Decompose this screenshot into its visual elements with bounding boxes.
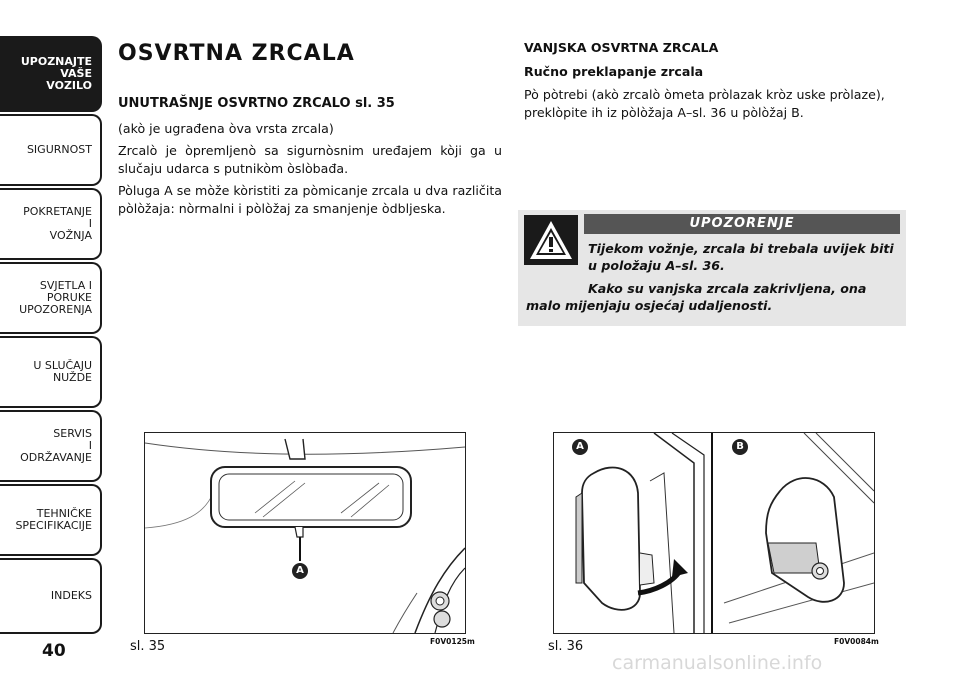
tab-label: PORUKE	[46, 291, 92, 304]
warning-box	[518, 210, 906, 326]
tab-label: ODRŽAVANJE	[20, 451, 92, 464]
tab-label: I	[88, 439, 92, 452]
tab-label: SIGURNOST	[26, 143, 92, 156]
tab-label: VOZILO	[46, 79, 92, 92]
tab-label: UPOZORENJA	[19, 303, 92, 316]
tab-label: I	[88, 217, 92, 230]
page-title: OSVRTNA ZRCALA	[118, 41, 355, 66]
page-number: 40	[42, 641, 66, 661]
tab-label: INDEKS	[50, 589, 92, 602]
tab-tehnicke-specifikacije[interactable]	[0, 484, 102, 556]
tab-u-slucaju-nuzde[interactable]	[0, 336, 102, 408]
figure-35-caption: sl. 35	[130, 639, 166, 654]
paragraph-safety-device: Zrcalò je òpremljenò sa sigurnòsnim uređajem kòji ga u slučaju udarca s putnikòm òslòbađa.	[118, 143, 502, 176]
tab-servis-i-odrzavanje[interactable]	[0, 410, 102, 482]
tab-indeks[interactable]	[0, 558, 102, 634]
tab-label: SPECIFIKACIJE	[15, 519, 92, 532]
warning-triangle-icon	[524, 215, 578, 265]
paragraph-applicability: (akò je ugrađena òva vrsta zrcala)	[118, 121, 334, 136]
callout-b: B	[732, 439, 748, 455]
interior-mirror-illustration	[145, 433, 465, 633]
section-heading-interior-mirror: UNUTRAŠNJE OSVRTNO ZRCALO sl. 35	[118, 96, 395, 111]
figure-35-code: F0V0125m	[430, 637, 475, 646]
tab-sigurnost[interactable]	[0, 114, 102, 186]
section-heading-exterior-mirrors: VANJSKA OSVRTNA ZRCALA	[524, 40, 719, 55]
watermark: carmanualsonline.info	[612, 652, 823, 674]
figure-36-exterior-mirror	[553, 432, 875, 634]
tab-label: VAŠE	[60, 67, 92, 80]
tab-label: SERVIS	[53, 427, 92, 440]
subheading-manual-folding: Ručno preklapanje zrcala	[524, 64, 704, 79]
chapter-sidebar	[0, 0, 104, 679]
tab-label: NUŽDE	[52, 371, 92, 384]
tab-label: VOŽNJA	[49, 229, 92, 242]
exterior-mirror-illustration	[554, 433, 874, 633]
figure-36-caption: sl. 36	[548, 639, 584, 654]
tab-label: UPOZNAJTE	[20, 55, 92, 68]
tab-pokretanje-i-voznja[interactable]	[0, 188, 102, 260]
figure-36-code: F0V0084m	[834, 637, 879, 646]
callout-a: A	[292, 563, 308, 579]
tab-svjetla-i-poruke-upozorenja[interactable]	[0, 262, 102, 334]
warning-text-1: Tijekom vožnje, zrcala bi trebala uvijek biti u položaju A–sl. 36.	[588, 241, 894, 273]
tab-label: TEHNIČKE	[36, 507, 92, 520]
tab-label: U SLUČAJU	[33, 359, 92, 372]
tab-label: SVJETLA I	[39, 279, 92, 292]
paragraph-lever: Pòluga A se mòže kòristiti za pòmicanje zrcala u dva različita pòlòžaja: nòrmalni i pòlòžaj za smanjenje òdbljeska.	[118, 183, 502, 216]
tab-label: POKRETANJE	[23, 205, 92, 218]
callout-a: A	[572, 439, 588, 455]
warning-title: UPOZORENJE	[584, 214, 900, 234]
figure-35-interior-mirror	[144, 432, 466, 634]
paragraph-folding: Pò pòtrebi (akò zrcalò òmeta pròlazak kròz uske pròlaze), preklòpite ih iz pòlòžaja A–sl. 36 u pòlòžaj B.	[524, 87, 885, 120]
tab-upoznajte-vase-vozilo[interactable]	[0, 36, 102, 112]
warning-text-2: Kako su vanjska zrcala zakrivljena, ona malo mijenjaju osjećaj udaljenosti.	[526, 281, 867, 313]
